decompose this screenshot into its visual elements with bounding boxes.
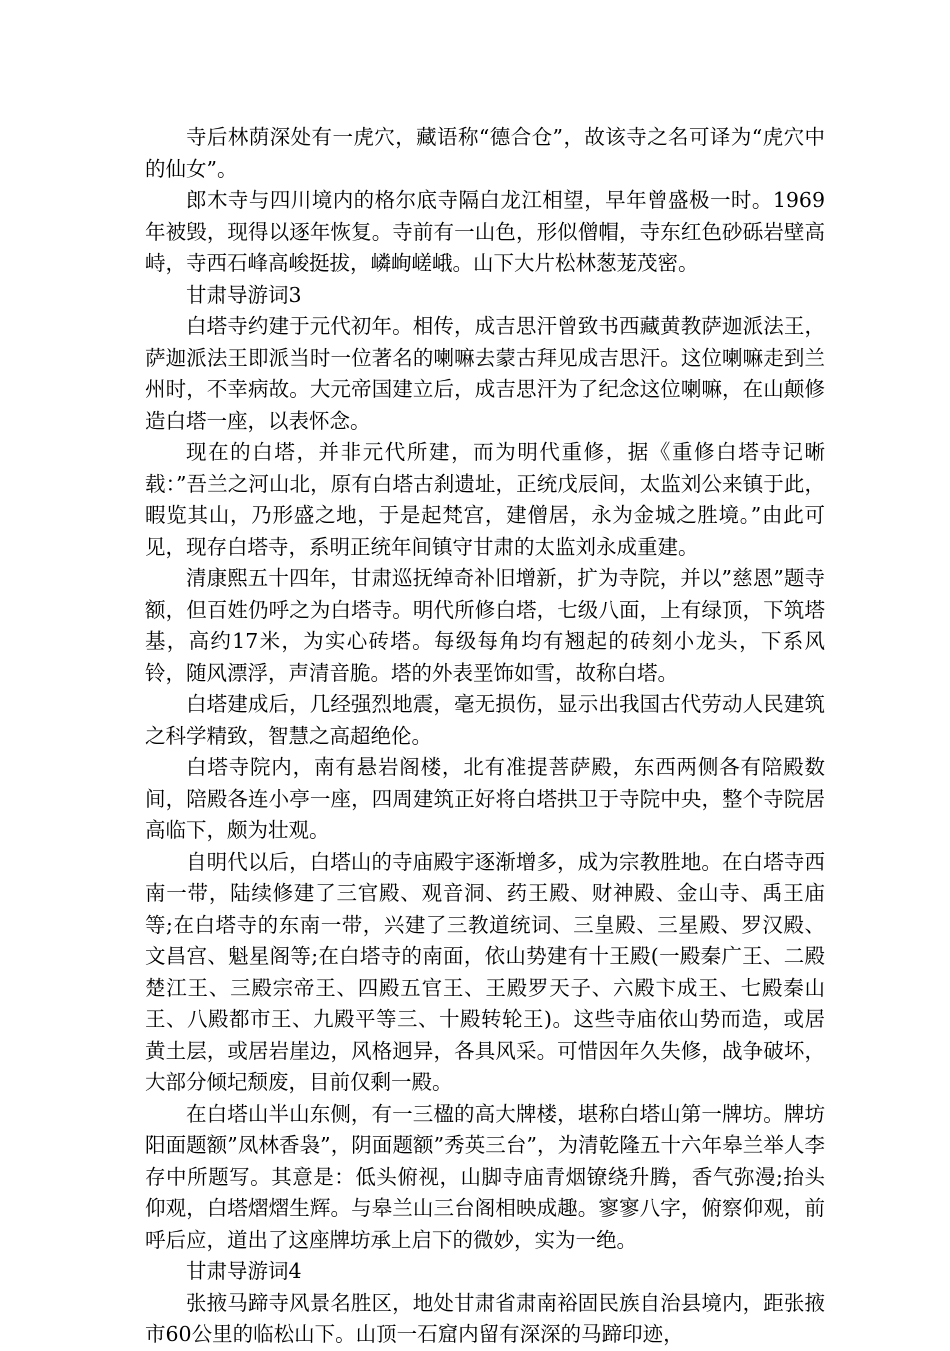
paragraph: 在白塔山半山东侧，有一三楹的高大牌楼，堪称白塔山第一牌坊。牌坊阳面题额”凤林香袅”，阴面题额”秀英三台”，为清乾隆五十六年皋兰举人李存中所题写。其意是：低头俯视，山脚寺庙青烟镣绕升腾，香气弥漫;抬头仰观，白塔熠熠生辉。与皋兰山三台阁相映成趣。寥寥八字，俯察仰观，前呼后应，道出了这座牌坊承上启下的微妙，实为一绝。 xyxy=(145,1101,825,1252)
paragraph: 现在的白塔，并非元代所建，而为明代重修，据《重修白塔寺记晰载：”吾兰之河山北，原有白塔古刹遗址，正统戊辰间，太监刘公来镇于此，暇览其山，乃形盛之地，于是起梵宫，建僧居，永为金城之胜境。”由此可见，现存白塔寺，系明正统年间镇守甘肃的太监刘永成重建。 xyxy=(145,440,825,559)
document-page xyxy=(145,122,825,1351)
paragraph: 寺后林荫深处有一虎穴，藏语称“德合仓”，故该寺之名可译为“虎穴中的仙女”。 xyxy=(145,125,825,181)
section-heading: 甘肃导游词4 xyxy=(186,1259,302,1283)
paragraph: 郎木寺与四川境内的格尔底寺隔白龙江相望，早年曾盛极一时。1969年被毁，现得以逐年恢复。寺前有一山色，形似僧帽，寺东红色砂砾岩壁高峙，寺西石峰高峻挺拔，嶙峋嵯峨。山下大片松林葱茏茂密。 xyxy=(145,188,825,275)
paragraph: 白塔建成后，几经强烈地震，毫无损伤，显示出我国古代劳动人民建筑之科学精致，智慧之高超绝伦。 xyxy=(145,692,825,748)
paragraph: 张掖马蹄寺风景名胜区，地处甘肃省肃南裕固民族自治县境内，距张掖市60公里的临松山下。山顶一石窟内留有深深的马蹄印迹， xyxy=(145,1290,825,1346)
paragraph: 自明代以后，白塔山的寺庙殿宇逐渐增多，成为宗教胜地。在白塔寺西南一带，陆续修建了三官殿、观音洞、药王殿、财神殿、金山寺、禹王庙等;在白塔寺的东南一带，兴建了三教道统词、三皇殿、三星殿、罗汉殿、文昌宫、魁星阁等;在白塔寺的南面，依山势建有十王殿(一殿秦广王、二殿楚江王、三殿宗帝王、四殿五官王、王殿罗天子、六殿卞成王、七殿秦山王、八殿都市王、九殿平等三、十殿转轮王)。这些寺庙依山势而造，或居黄土层，或居岩崖边，风格迥异，各具风采。可惜因年久失修，战争破坏，大部分倾圮颓废，目前仅剩一殿。 xyxy=(145,849,825,1094)
paragraph: 白塔寺约建于元代初年。相传，成吉思汗曾致书西藏黄教萨迦派法王，萨迦派法王即派当时一位著名的喇嘛去蒙古拜见成吉思汗。这位喇嘛走到兰州时，不幸病故。大元帝国建立后，成吉思汗为了纪念这位喇嘛，在山颠修造白塔一座，以表怀念。 xyxy=(145,314,825,433)
section-heading: 甘肃导游词3 xyxy=(186,282,302,307)
paragraph: 白塔寺院内，南有悬岩阁楼，北有准提菩萨殿，东西两侧各有陪殿数间，陪殿各连小亭一座，四周建筑正好将白塔拱卫于寺院中央，整个寺院居高临下，颇为壮观。 xyxy=(145,755,825,842)
paragraph: 清康熙五十四年，甘肃巡抚绰奇补旧增新，扩为寺院，并以”慈恩”题寺额，但百姓仍呼之为白塔寺。明代所修白塔，七级八面，上有绿顶，下筑塔基，高约17米，为实心砖塔。每级每角均有翘起的砖刻小龙头，下系风铃，随风漂浮，声清音脆。塔的外表垩饰如雪，故称白塔。 xyxy=(145,566,825,685)
